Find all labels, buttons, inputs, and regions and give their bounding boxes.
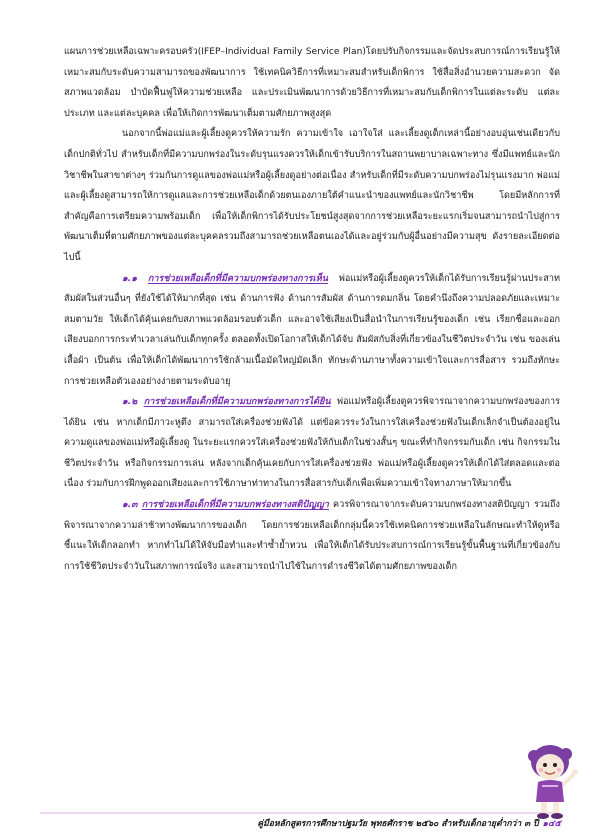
page-number: ๑๔๕ [542,819,561,829]
footer [257,816,561,830]
footer-divider [40,812,560,814]
section-hearing-impairment [64,392,560,495]
child-mascot-icon [524,736,580,820]
section-number: ๑.๒ [122,397,138,408]
section-number: ๑.๑ [122,273,138,284]
paragraph-ifsp: แผนการช่วยเหลือเฉพาะครอบครัว(IFEP–Individual Family Service Plan)โดยปรับกิจกรรมและจัดประสบการณ์การเรียนรู้ให้เหมาะสมกับระดับความสามารถของพัฒนาการ ใช้เทคนิควิธีการที่เหมาะสมสำหรับเด็กพิการ ใช้สื่อสิ่งอำนวยความสะดวก จัดสภาพแวดล้อม บำบัดฟื้นฟูให้ความช่วยเหลือ และประเมินพัฒนาการด้วยวิธีการที่เหมาะสมกับเด็กพิการในแต่ละระดับ แต่ละประเภท และแต่ละบุคคล เพื่อให้เกิดการพัฒนาเต็มตามศักยภาพสูงสุด [64,47,560,119]
section-text: พ่อแม่หรือผู้เลี้ยงดูควรให้เด็กได้รับการเรียนรู้ผ่านประสาทสัมผัสในส่วนอื่นๆ ที่ยังใช้ได้ให้มากที่สุด เช่น ด้านการฟัง ด้านการสัมผัส ด้านการดมกลิ่น โดยคำนึงถึงความปลอดภัยและเหมาะสมตามวัย ให้เด็กได้คุ้นเคยกับสภาพแวดล้อมรอบตัวเด็ก และอาจใช้เสียงเป็นสื่อนำในการเรียนรู้ของเด็ก เช่น เรียกชื่อและออกเสียงบอกการกระทำเวลาเล่นกับเด็กทุกครั้ง ตลอดทั้งเปิดโอกาสให้เด็กได้จับ สัมผัสกับสิ่งที่เกี่ยวข้องในชีวิตประจำวัน เช่น ของเล่น เสื้อผ้า เป็นต้น เพื่อให้เด็กได้พัฒนาการใช้กล้ามเนื้อมัดใหญ่มัดเล็ก ทักษะด้านภาษาทั้งความเข้าใจและการสื่อสาร รวมถึงทักษะการช่วยเหลือตัวเองอย่างง่ายตามระดับอายุ [64,273,560,387]
footer-title: คู่มือหลักสูตรการศึกษาปฐมวัย พุทธศักราช ๒๕๖๐ สำหรับเด็กอายุต่ำกว่า ๓ ปี [257,819,539,829]
section-text: พ่อแม่หรือผู้เลี้ยงดูควรพิจารณาจากความบกพร่องของการได้ยิน เช่น หากเด็กมีภาวะหูตึง สามารถใส่เครื่องช่วยฟังได้ แต่ข้อควรระวังในการใส่เครื่องช่วยฟังในเด็กเล็กจำเป็นต้องอยู่ในความดูแลของพ่อแม่หรือผู้เลี้ยงดู ในระยะแรกควรใส่เครื่องช่วยฟังให้กับเด็กในช่วงสั้นๆ ขณะที่ทำกิจกรรมกับเด็ก เช่น กิจกรรมในชีวิตประจำวัน หรือกิจกรรมการเล่น หลังจากเด็กคุ้นเคยกับการใส่เครื่องช่วยฟัง พ่อแม่หรือผู้เลี้ยงดูควรให้เด็กได้ใส่ตลอดและต่อเนื่อง ร่วมกับการฝึกพูดออกเสียงและการใช้ภาษาท่าทางในการสื่อสารกับเด็กเพื่อเพิ่มความเข้าใจทางภาษาให้มากขึ้น [64,397,560,490]
section-visual-impairment [64,269,560,393]
body-text [64,42,560,577]
section-title: การช่วยเหลือเด็กที่มีความบกพร่องทางการเห็น [147,273,329,284]
section-text: ควรพิจารณาจากระดับความบกพร่องทางสติปัญญา รวมถึงพิจารณาจากความล่าช้าทางพัฒนาการของเด็ก โดยการช่วยเหลือเด็กกลุ่มนี้ควรใช้เทคนิคการช่วยเหลือในลักษณะทำให้ดูหรือชี้แนะให้เด็กลอกทำ หากทำไม่ได้ให้จับมือทำและทำซ้ำย้ำทวน เพื่อให้เด็กได้รับประสบการณ์การเรียนรู้ขั้นพื้นฐานที่เกี่ยวข้องกับการใช้ชีวิตประจำวันในสภาพการณ์จริง และสามารถนำไปใช้ในการดำรงชีวิตได้ตามศักยภาพของเด็ก [64,500,560,572]
section-title: การช่วยเหลือเด็กที่มีความบกพร่องทางสติปัญญา [141,500,329,511]
paragraph-parents-care: นอกจากนี้พ่อแม่และผู้เลี้ยงดูควรให้ความรัก ความเข้าใจ เอาใจใส่ และเลี้ยงดูเด็กเหล่านี้อย่างอบอุ่นเช่นเดียวกับเด็กปกติทั่วไป สำหรับเด็กที่มีความบกพร่องในระดับรุนแรงควรให้เด็กเข้ารับบริการในสถานพยาบาลเฉพาะทาง ซึ่งมีแพทย์และนักวิชาชีพในสาขาต่างๆ ร่วมกันการดูแลของพ่อแม่หรือผู้เลี้ยงดูอย่างต่อเนื่อง สำหรับเด็กที่มีระดับความบกพร่องไม่รุนแรงมาก พ่อแม่และผู้เลี้ยงดูสามารถให้การดูแลและการช่วยเหลือเด็กด้วยตนเองภายใต้คำแนะนำของแพทย์และนักวิชาชีพ โดยมีหลักการที่สำคัญคือการเตรียมความพร้อมเด็ก เพื่อให้เด็กพิการได้รับประโยชน์สูงสุดจากการช่วยเหลือระยะแรกเริ่มจนสามารถนำไปสู่การพัฒนาเต็มที่ตามศักยภาพของแต่ละบุคคลรวมถึงสามารถช่วยเหลือตนเองได้และอยู่ร่วมกับผู้อื่นอย่างมีความสุข ดังรายละเอียดต่อไปนี้ [64,129,560,263]
section-number: ๑.๓ [122,500,138,511]
section-title: การช่วยเหลือเด็กที่มีความบกพร่องทางการได้ยิน [143,397,331,408]
section-intellectual-disability [64,495,560,577]
